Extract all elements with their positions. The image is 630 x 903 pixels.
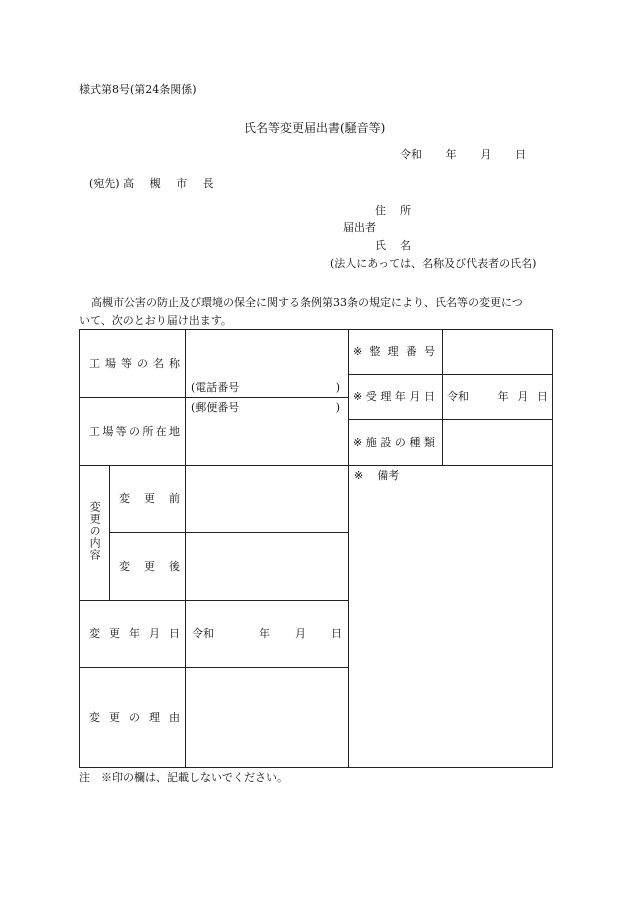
remarks-field[interactable]: ※ 備考 xyxy=(349,466,553,768)
factory-location-field[interactable] xyxy=(186,398,349,466)
submission-date: 令和 年 月 日 xyxy=(400,148,526,161)
body-text-line-2: いて、次のとおり届け出ます。 xyxy=(79,314,232,327)
notifier-name-label: 氏 名 xyxy=(375,239,411,252)
notifier-address-label: 住 所 xyxy=(375,204,411,217)
received-date-field[interactable]: 令和 年 月 日 xyxy=(443,375,553,420)
document-title: 氏名等変更届出書(騒音等) xyxy=(244,121,386,135)
facility-type-label: ※ 施 設 の 種 類 xyxy=(349,420,443,466)
received-date-label: ※ 受 理 年 月 日 xyxy=(349,375,443,420)
after-change-label: 変 更 後 xyxy=(110,533,186,601)
notifier-label: 届出者 xyxy=(343,221,376,234)
change-date-field[interactable]: 令和 年 月 日 xyxy=(186,601,349,668)
change-reason-label: 変 更 の 理 由 xyxy=(80,668,186,768)
body-text-line-1: 高槻市公害の防止及び環境の保全に関する条例第33条の規定により、氏名等の変更につ xyxy=(91,296,523,309)
change-date-label: 変 更 年 月 日 xyxy=(80,601,186,668)
reference-number-label: ※ 整 理 番 号 xyxy=(349,330,443,375)
phone-number-field[interactable]: (電話番号 ) xyxy=(191,380,340,394)
reference-number-field[interactable] xyxy=(443,330,553,375)
factory-name-field[interactable] xyxy=(186,330,349,398)
notifier-corporate-note: (法人にあっては、名称及び代表者の氏名) xyxy=(330,257,537,270)
addressee: (宛先) 高 槻 市 長 xyxy=(89,177,214,190)
factory-name-label: 工 場 等 の 名 称 xyxy=(80,330,186,398)
postal-code-field[interactable]: (郵便番号 ) xyxy=(191,401,340,414)
change-content-label: 変更の内容 xyxy=(80,466,110,601)
before-change-field[interactable] xyxy=(186,466,349,533)
facility-type-field[interactable] xyxy=(443,420,553,466)
before-change-label: 変 更 前 xyxy=(110,466,186,533)
form-number: 様式第8号(第24条関係) xyxy=(79,83,197,96)
footnote: 注 ※印の欄は、記載しないでください。 xyxy=(79,771,288,784)
change-reason-field[interactable] xyxy=(186,668,349,768)
remarks-label: 備考 xyxy=(377,469,400,482)
notification-form-table xyxy=(79,329,553,768)
after-change-field[interactable] xyxy=(186,533,349,601)
factory-location-label: 工 場 等 の 所 在 地 xyxy=(80,398,186,466)
